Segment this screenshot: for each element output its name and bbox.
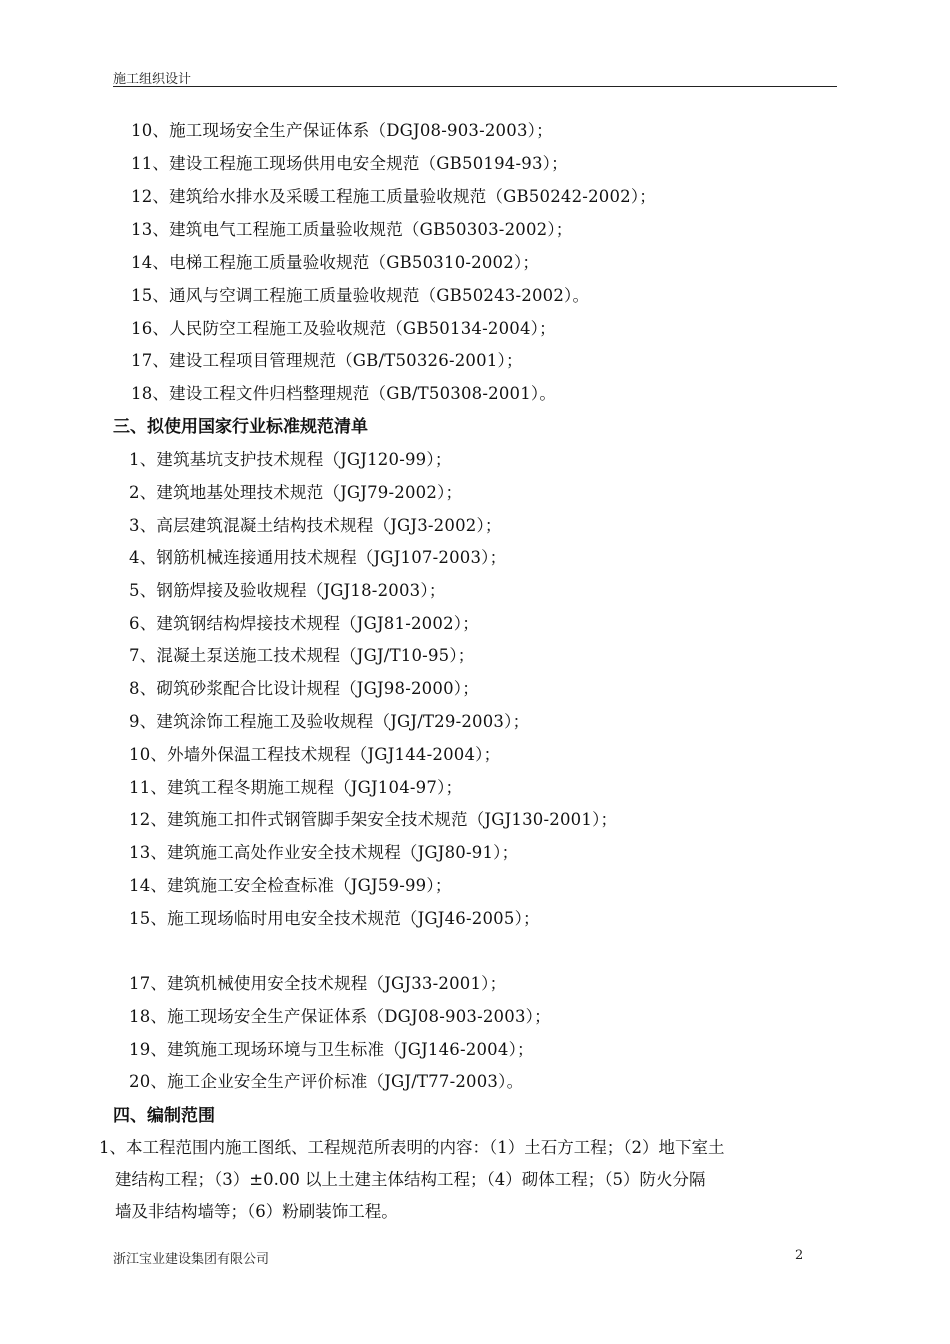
list-item: 7、混凝土泵送施工技术规程（JGJ/T10-95）； bbox=[129, 646, 475, 665]
list-item: 17、建设工程项目管理规范（GB/T50326-2001）； bbox=[131, 351, 523, 370]
list-item: 14、电梯工程施工质量验收规范（GB50310-2002）； bbox=[131, 253, 540, 272]
list-item: 20、施工企业安全生产评价标准（JGJ/T77-2003）。 bbox=[129, 1072, 524, 1091]
page-header-title: 施工组织设计 bbox=[113, 72, 192, 87]
list-item: 15、施工现场临时用电安全技术规范（JGJ46-2005）； bbox=[129, 909, 540, 928]
list-item: 11、建设工程施工现场供用电安全规范（GB50194-93）； bbox=[131, 154, 568, 173]
list-item: 18、施工现场安全生产保证体系（DGJ08-903-2003）； bbox=[129, 1007, 551, 1026]
list-item: 16、人民防空工程施工及验收规范（GB50134-2004）； bbox=[131, 319, 556, 338]
list-item: 12、建筑施工扣件式钢管脚手架安全技术规范（JGJ130-2001）； bbox=[129, 810, 618, 829]
list-item: 3、高层建筑混凝土结构技术规程（JGJ3-2002）； bbox=[129, 516, 502, 535]
list-item: 14、建筑施工安全检查标准（JGJ59-99）； bbox=[129, 876, 452, 895]
section-four-heading: 四、编制范围 bbox=[113, 1106, 215, 1126]
list-item: 18、建设工程文件归档整理规范（GB/T50308-2001）。 bbox=[131, 384, 557, 403]
list-item: 8、砌筑砂浆配合比设计规程（JGJ98-2000）； bbox=[129, 679, 479, 698]
list-item: 11、建筑工程冬期施工规程（JGJ104-97）； bbox=[129, 778, 463, 797]
list-item: 1、建筑基坑支护技术规程（JGJ120-99）； bbox=[129, 450, 452, 469]
scope-paragraph-line: 1、本工程范围内施工图纸、工程规范所表明的内容：（1）土石方工程；（2）地下室土 bbox=[99, 1138, 725, 1157]
list-item: 12、建筑给水排水及采暖工程施工质量验收规范（GB50242-2002）； bbox=[131, 187, 657, 206]
header-rule bbox=[113, 86, 837, 87]
list-item: 13、建筑电气工程施工质量验收规范（GB50303-2002）； bbox=[131, 220, 573, 239]
scope-paragraph-line: 建结构工程；（3）±0.00 以上土建主体结构工程；（4）砌体工程；（5）防火分隔 bbox=[115, 1170, 706, 1189]
list-item: 10、外墙外保温工程技术规程（JGJ144-2004）； bbox=[129, 745, 501, 764]
list-item: 17、建筑机械使用安全技术规程（JGJ33-2001）； bbox=[129, 974, 507, 993]
scope-paragraph-continuation bbox=[99, 1164, 839, 1228]
footer-company: 浙江宝业建设集团有限公司 bbox=[113, 1252, 270, 1267]
list-item: 19、建筑施工现场环境与卫生标准（JGJ146-2004）； bbox=[129, 1040, 534, 1059]
scope-paragraph bbox=[99, 1132, 839, 1228]
list-item: 13、建筑施工高处作业安全技术规程（JGJ80-91）； bbox=[129, 843, 519, 862]
list-item: 4、钢筋机械连接通用技术规程（JGJ107-2003）； bbox=[129, 548, 507, 567]
list-item: 9、建筑涂饰工程施工及验收规程（JGJ/T29-2003）； bbox=[129, 712, 530, 731]
page-number: 2 bbox=[795, 1248, 804, 1263]
list-item: 15、通风与空调工程施工质量验收规范（GB50243-2002）。 bbox=[131, 286, 590, 305]
list-item: 10、施工现场安全生产保证体系（DGJ08-903-2003）； bbox=[131, 121, 553, 140]
list-item: 6、建筑钢结构焊接技术规程（JGJ81-2002）； bbox=[129, 614, 479, 633]
scope-paragraph-line: 墙及非结构墙等；（6）粉刷装饰工程。 bbox=[115, 1202, 398, 1221]
list-item: 5、钢筋焊接及验收规程（JGJ18-2003）； bbox=[129, 581, 446, 600]
section-three-heading: 三、拟使用国家行业标准规范清单 bbox=[113, 417, 368, 437]
list-item: 2、建筑地基处理技术规范（JGJ79-2002）； bbox=[129, 483, 463, 502]
